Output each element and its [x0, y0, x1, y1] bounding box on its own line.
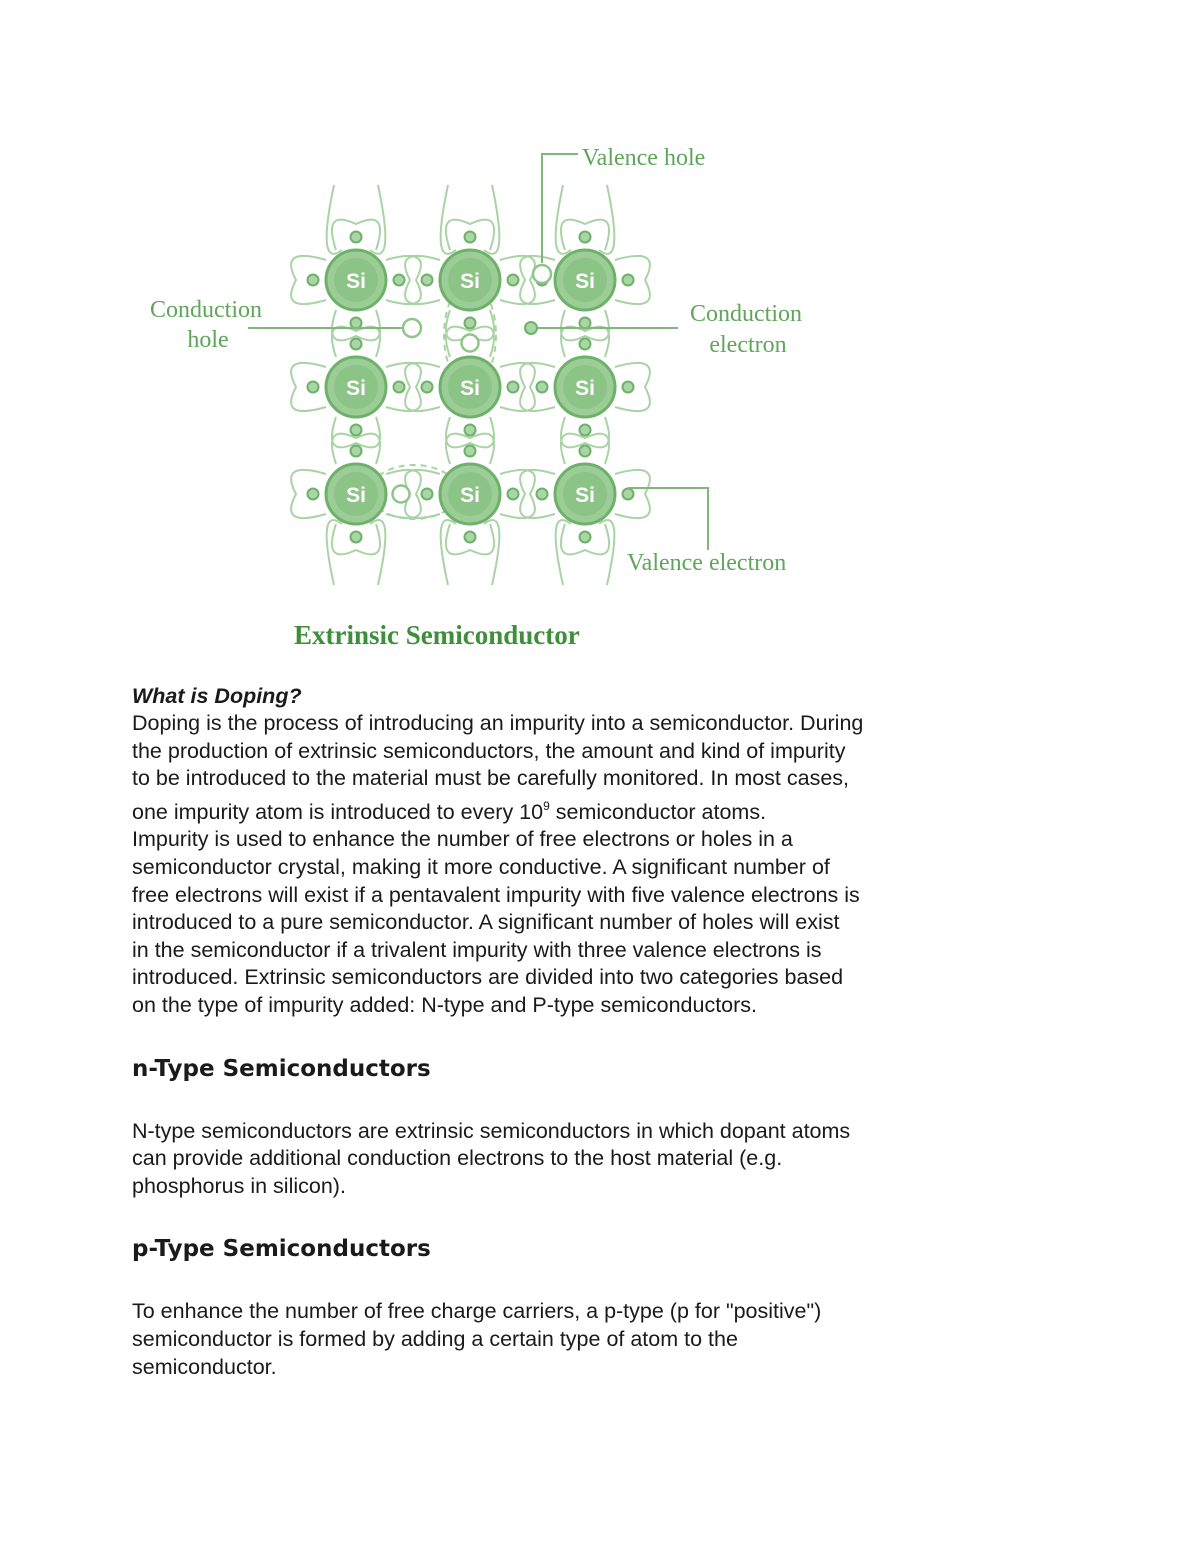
- atom-label: Si: [460, 377, 480, 400]
- ntype-line: can provide additional conduction electrons to the host material (e.g.: [132, 1146, 783, 1171]
- doping-line: in the semiconductor if a trivalent impurity with three valence electrons is: [132, 937, 822, 962]
- valence-electron-dot: [308, 382, 319, 393]
- valence-electron-dot: [508, 489, 519, 500]
- silicon-atom: [555, 250, 615, 310]
- label-valence-hole: Valence hole: [582, 145, 706, 171]
- hole-dot: [462, 335, 479, 352]
- valence-electron-dot: [394, 275, 405, 286]
- valence-electron-dot: [351, 318, 362, 329]
- atom-label: Si: [460, 484, 480, 507]
- doping-line: the production of extrinsic semiconductors, the amount and kind of impurity: [132, 738, 846, 763]
- valence-electron-dot: [465, 425, 476, 436]
- ntype-line: phosphorus in silicon).: [132, 1173, 346, 1198]
- ntype-line: N-type semiconductors are extrinsic semiconductors in which dopant atoms: [132, 1118, 851, 1143]
- valence-electron-dot: [580, 446, 591, 457]
- valence-hole-marker: [533, 265, 551, 283]
- atom-label: Si: [575, 270, 595, 293]
- ntype-heading: n-Type Semiconductors: [132, 1055, 431, 1082]
- pointer-valence-electron: [628, 488, 708, 550]
- conduction-electron-marker: [525, 322, 537, 334]
- valence-electron-dot: [465, 232, 476, 243]
- doping-line: Doping is the process of introducing an impurity into a semiconductor. During: [132, 711, 864, 735]
- doping-paragraph: [132, 710, 992, 1020]
- valence-electron-dot: [351, 425, 362, 436]
- label-conduction-electron-line2: electron: [709, 332, 787, 358]
- valence-electron-dot: [580, 532, 591, 543]
- valence-electron-dot: [351, 339, 362, 350]
- doping-line4-text: one impurity atom is introduced to every 10: [132, 799, 544, 824]
- atom-label: Si: [575, 484, 595, 507]
- exponent: 9: [543, 798, 550, 813]
- valence-electron-dot: [623, 382, 634, 393]
- silicon-atoms: [326, 250, 615, 524]
- label-conduction-hole-line1: Conduction: [150, 297, 262, 323]
- article-body: [132, 682, 992, 1381]
- doping-line: on the type of impurity added: N-type and P-type semiconductors.: [132, 992, 758, 1017]
- valence-electron-dot: [580, 339, 591, 350]
- valence-electron-dot: [422, 489, 433, 500]
- atom-label: Si: [346, 270, 366, 293]
- valence-electron-dot: [508, 382, 519, 393]
- doping-line: [132, 793, 992, 827]
- valence-electron-dot: [537, 489, 548, 500]
- doping-line: to be introduced to the material must be carefully monitored. In most cases,: [132, 766, 850, 791]
- valence-electron-dot: [351, 532, 362, 543]
- atom-label: Si: [575, 377, 595, 400]
- doping-line: semiconductor crystal, making it more conductive. A significant number of: [132, 854, 830, 879]
- ntype-paragraph: [132, 1118, 992, 1201]
- valence-electron-dot: [580, 425, 591, 436]
- valence-electron-dot: [422, 275, 433, 286]
- valence-electron-dot: [465, 446, 476, 457]
- valence-electron-dot: [308, 489, 319, 500]
- valence-electron-dot: [580, 232, 591, 243]
- silicon-atom: [326, 357, 386, 417]
- doping-line: Impurity is used to enhance the number of free electrons or holes in a: [132, 827, 793, 852]
- pointer-valence-hole: [542, 154, 578, 263]
- doping-line: introduced. Extrinsic semiconductors are divided into two categories based: [132, 965, 844, 990]
- ptype-paragraph: [132, 1298, 992, 1381]
- conduction-hole-marker: [403, 319, 421, 337]
- doping-title: What is Doping?: [132, 684, 302, 708]
- valence-electron-dot: [537, 382, 548, 393]
- atom-label: Si: [460, 270, 480, 293]
- silicon-atom: [326, 250, 386, 310]
- atom-label: Si: [346, 377, 366, 400]
- atom-label: Si: [346, 484, 366, 507]
- doping-line: introduced to a pure semiconductor. A significant number of holes will exist: [132, 910, 840, 935]
- silicon-atom: [555, 464, 615, 524]
- label-conduction-hole-line2: hole: [187, 327, 229, 353]
- valence-electron-dot: [508, 275, 519, 286]
- ptype-line: semiconductor is formed by adding a certain type of atom to the: [132, 1326, 738, 1351]
- ptype-line: To enhance the number of free charge carriers, a p-type (p for "positive"): [132, 1299, 822, 1324]
- extrinsic-semiconductor-diagram: [120, 130, 840, 670]
- valence-electron-dot: [308, 275, 319, 286]
- valence-electron-dot: [351, 446, 362, 457]
- silicon-atom: [440, 250, 500, 310]
- valence-electron-dot: [580, 318, 591, 329]
- doping-line: free electrons will exist if a pentavalent impurity with five valence electrons is: [132, 882, 860, 907]
- valence-electron-dot: [465, 318, 476, 329]
- silicon-atom: [440, 464, 500, 524]
- label-conduction-electron-line1: Conduction: [690, 301, 802, 327]
- label-valence-electron: Valence electron: [627, 550, 787, 576]
- silicon-atom: [440, 357, 500, 417]
- silicon-atom: [326, 464, 386, 524]
- ptype-line: semiconductor.: [132, 1354, 277, 1379]
- valence-electron-dot: [422, 382, 433, 393]
- doping-line4-end: semiconductor atoms.: [549, 799, 767, 824]
- ptype-heading: p-Type Semiconductors: [132, 1236, 431, 1263]
- valence-electron-dot: [394, 382, 405, 393]
- diagram-caption: Extrinsic Semiconductor: [294, 620, 580, 650]
- valence-electron-dot: [623, 489, 634, 500]
- silicon-atom: [555, 357, 615, 417]
- hole-dot: [393, 486, 410, 503]
- valence-electron-dot: [351, 232, 362, 243]
- valence-electron-dot: [465, 532, 476, 543]
- valence-electron-dot: [623, 275, 634, 286]
